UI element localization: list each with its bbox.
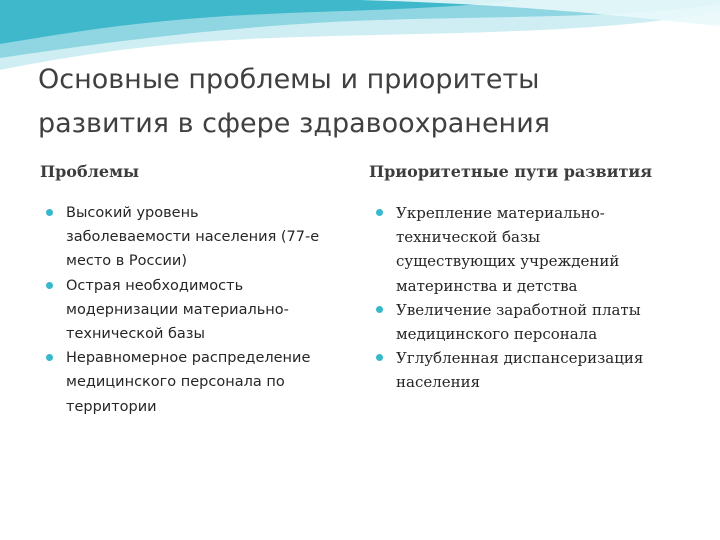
list-item — [46, 346, 346, 419]
list-item — [376, 201, 696, 298]
problems-heading: Проблемы — [40, 162, 140, 181]
title-line: Основные проблемы и приоритеты — [38, 64, 540, 95]
item-line: Углубленная диспансеризация — [396, 349, 644, 368]
item-line: существующих учреждений — [396, 252, 620, 271]
list-item — [376, 298, 696, 346]
item-line: место в России) — [66, 253, 187, 270]
title-line: развития в сфере здравоохранения — [38, 108, 550, 139]
priorities-heading: Приоритетные пути развития — [369, 162, 653, 181]
list-item — [46, 201, 346, 274]
item-line: Укрепление материально- — [396, 204, 605, 222]
item-line: Высокий уровень — [66, 205, 199, 221]
bullet-icon — [46, 282, 53, 289]
list-item — [376, 346, 696, 394]
item-line: медицинского персонала — [396, 325, 598, 344]
item-line: территории — [66, 398, 157, 415]
bullet-icon — [376, 306, 383, 313]
item-line: населения — [396, 373, 481, 392]
item-line: заболеваемости населения (77-е — [66, 229, 320, 246]
bullet-icon — [46, 354, 53, 361]
list-item — [46, 274, 346, 347]
item-line: материнства и детства — [396, 276, 578, 295]
item-line: технической базы — [66, 326, 205, 343]
bullet-icon — [376, 354, 383, 361]
item-line: технической базы — [396, 228, 541, 247]
item-line: медицинского персонала по — [66, 374, 285, 391]
bullet-icon — [376, 209, 383, 216]
item-line: Острая необходимость — [66, 277, 244, 294]
slide-title — [38, 58, 698, 146]
bullet-icon — [46, 209, 53, 216]
problems-list — [46, 201, 346, 419]
item-line: Неравномерное распределение — [66, 350, 311, 367]
priorities-list — [376, 201, 696, 395]
item-line: Увеличение заработной платы — [396, 300, 641, 319]
item-line: модернизации материально- — [66, 301, 289, 318]
